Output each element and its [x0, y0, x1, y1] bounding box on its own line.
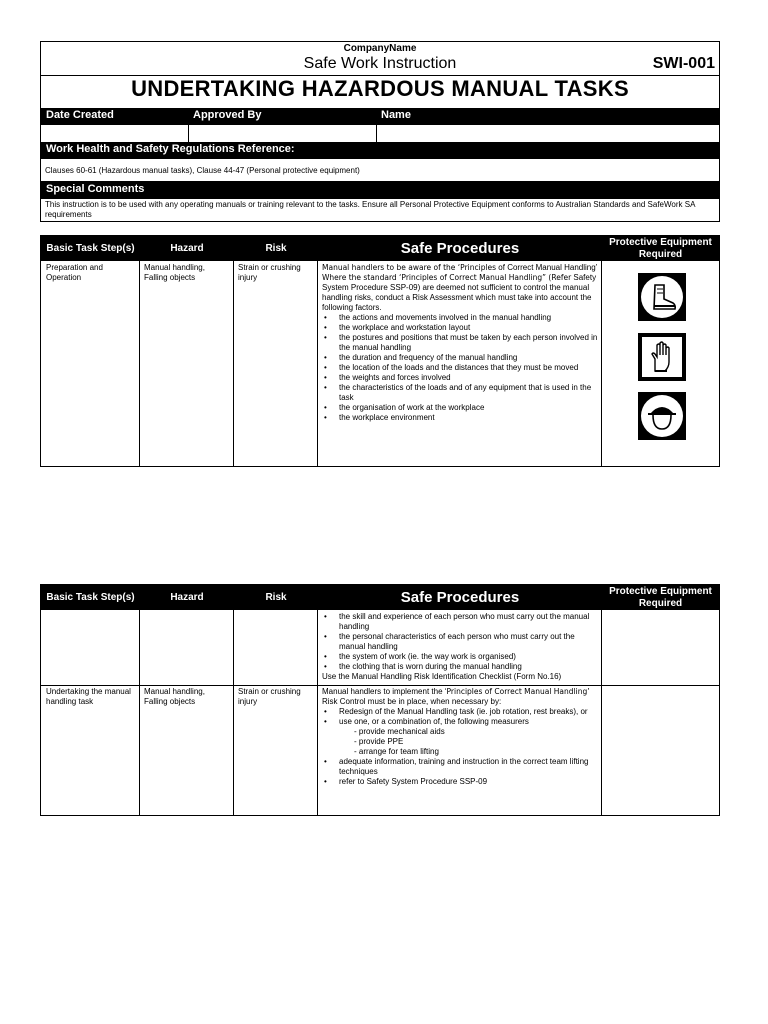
task-step: Preparation and Operation [46, 263, 103, 282]
safety-gloves-icon [638, 333, 686, 381]
special-comments-heading: Special Comments [46, 183, 145, 195]
hard-hat-icon [638, 392, 686, 440]
col-basic-task: Basic Task Step(s) [46, 591, 135, 603]
list-item: • the location of the loads and the distances that they must be moved [322, 363, 598, 373]
table-header-row [41, 236, 719, 261]
measure-item: - provide PPE [354, 737, 404, 746]
approved-by-label: Approved By [193, 109, 262, 121]
company-name: CompanyName [343, 43, 417, 54]
col-safe-procedures: Safe Procedures [400, 588, 520, 606]
col-risk: Risk [265, 242, 287, 254]
risk-factor-list [322, 313, 598, 423]
list-item: • the weights and forces involved [322, 373, 598, 383]
task-hazard: Manual handling, Falling objects [144, 687, 205, 706]
list-item: • the personal characteristics of each person who must carry out the manual handling [322, 632, 598, 652]
list-item: • the organisation of work at the workplace [322, 403, 598, 413]
list-item: • the workplace environment [322, 413, 598, 423]
list-item: • the postures and positions that must be taken by each person involved in the manual handling [322, 333, 598, 353]
list-item: • the duration and frequency of the manual handling [322, 353, 598, 363]
risk-factor-list-continued [322, 612, 598, 672]
risk-assessment-text: Safety System Procedure SSP-09) are deemed not sufficient to control the manual handling risks, conduct a Risk Assessment which must take into account the following factors. [322, 273, 597, 312]
special-comments-text: This instruction is to be used with any operating manuals or training relevant to the tasks. Ensure all Personal Protective Equipment conforms to Australian Standards and SafeWork SA requirements [45, 200, 695, 219]
task-risk: Strain or crushing injury [238, 687, 301, 706]
divider [139, 236, 140, 466]
col-ppe: Protective Equipment Required [609, 585, 712, 609]
table-header-row [41, 585, 719, 610]
measures-sublist [322, 727, 598, 757]
risk-control-text: Risk Control must be in place, when necessary by: [322, 697, 502, 706]
task-hazard: Manual handling, Falling objects [144, 263, 205, 282]
list-item: • the clothing that is worn during the manual handling [322, 662, 598, 672]
col-risk: Risk [265, 591, 287, 603]
name-label: Name [381, 109, 411, 121]
document-type: Safe Work Instruction [303, 55, 457, 72]
divider [317, 585, 318, 815]
row-divider [41, 685, 719, 686]
col-ppe: Protective Equipment Required [609, 236, 712, 260]
divider [317, 236, 318, 466]
whs-reference-bar [41, 142, 719, 159]
col-hazard: Hazard [170, 591, 204, 603]
divider [601, 585, 602, 815]
procedure-intro [322, 263, 598, 273]
safe-procedure-text [322, 263, 598, 423]
procedure-assessment [322, 273, 598, 313]
principles-reference: Manual handlers to be aware of the ‘Principles [322, 263, 497, 272]
divider [233, 585, 234, 815]
measure-item: - provide mechanical aids [354, 727, 445, 736]
risk-control-list-cont [322, 757, 598, 787]
risk-control-list [322, 707, 598, 727]
list-item: • refer to Safety System Procedure SSP-09 [322, 777, 598, 787]
whs-reference-heading: Work Health and Safety Regulations Reference: [46, 143, 295, 155]
list-item: • the workplace and workstation layout [322, 323, 598, 333]
checklist-reference: Use the Manual Handling Risk Identification Checklist (Form No.16) [322, 672, 562, 681]
page-title: UNDERTAKING HAZARDOUS MANUAL TASKS [131, 76, 629, 101]
col-hazard: Hazard [170, 242, 204, 254]
list-item: • the system of work (ie. the way work is organised) [322, 652, 598, 662]
principles-reference: Principles of Correct Manual Handling’ [446, 687, 590, 696]
list-item: • the characteristics of the loads and of any equipment that is used in the task [322, 383, 598, 403]
divider [233, 236, 234, 466]
approved-by-field[interactable] [189, 125, 376, 142]
date-created-field[interactable] [41, 125, 188, 142]
divider [601, 236, 602, 466]
standard-reference: Where the standard ‘Principles of Correct Manual Handling” (Refer [322, 273, 572, 282]
col-basic-task: Basic Task Step(s) [46, 242, 135, 254]
document-code: SWI-001 [652, 55, 715, 72]
list-item: • use one, or a combination of, the following measurers [322, 717, 598, 727]
col-safe-procedures: Safe Procedures [400, 239, 520, 257]
name-field[interactable] [377, 125, 719, 142]
divider [139, 585, 140, 815]
task-step: Undertaking the manual handling task [46, 687, 131, 706]
principles-reference-cont: of Correct Manual Handling’ [496, 263, 598, 272]
safe-procedure-text [322, 687, 598, 787]
safe-procedure-text-continued [322, 612, 598, 682]
list-item: • adequate information, training and instruction in the correct team lifting techniques [322, 757, 598, 777]
safety-boots-icon [638, 273, 686, 321]
meta-header-bar [41, 108, 719, 125]
document-header [40, 41, 720, 222]
procedure-table-1 [40, 235, 720, 467]
list-item: • the actions and movements involved in the manual handling [322, 313, 598, 323]
procedure-intro [322, 687, 598, 697]
list-item: • Redesign of the Manual Handling task (ie. job rotation, rest breaks), or [322, 707, 598, 717]
task-risk: Strain or crushing injury [238, 263, 301, 282]
date-created-label: Date Created [46, 109, 114, 121]
measure-item: - arrange for team lifting [354, 747, 439, 756]
procedure-table-2 [40, 584, 720, 816]
list-item: • the skill and experience of each person who must carry out the manual handling [322, 612, 598, 632]
special-comments-bar [41, 182, 719, 199]
whs-reference-text: Clauses 60-61 (Hazardous manual tasks), Clause 44-47 (Personal protective equipment) [45, 166, 360, 175]
implement-text: Manual handlers to implement the ‘ [322, 687, 447, 696]
